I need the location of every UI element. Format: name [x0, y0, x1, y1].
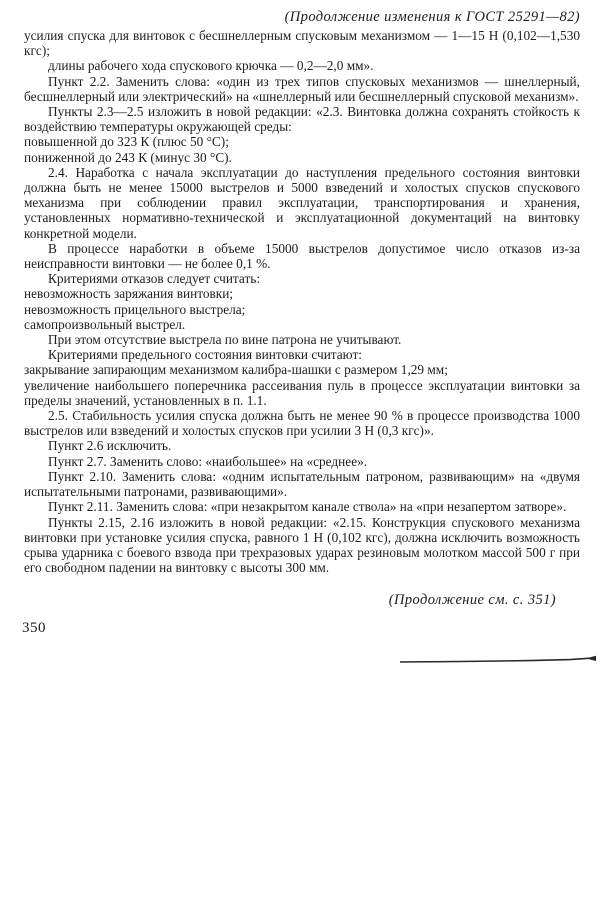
paragraph: усилия спуска для винтовок с бесшнеллерным спусковым механизмом — 1—15 Н (0,102—1,530 кгс);	[24, 28, 580, 59]
paragraph: невозможность прицельного выстрела;	[24, 301, 246, 317]
page-number: 350	[22, 620, 46, 636]
continuation-header: (Продолжение изменения к ГОСТ 25291—82)	[284, 9, 580, 25]
paragraph: Пункт 2.11. Заменить слова: «при незакрытом канале ствола» на «при незапертом затворе».	[48, 499, 567, 515]
paragraph: длины рабочего хода спускового крючка — 0,2—2,0 мм».	[48, 58, 374, 74]
paragraph: пониженной до 243 К (минус 30 °С).	[24, 149, 232, 165]
document-body	[24, 28, 580, 575]
paragraph: увеличение наибольшего поперечника рассеивания пуль в процессе эксплуатации винтовки за пределы значений, установленных в п. 1.1.	[24, 377, 580, 408]
paragraph: Пункт 2.2. Заменить слова: «один из трех типов спусковых механизмов — шнеллерный, бесшнеллерный или электрический» на «шнеллерный или бесшнеллерный спусковой механизм».	[24, 73, 580, 104]
paragraph: Пункт 2.7. Заменить слово: «наибольшее» на «среднее».	[48, 453, 368, 469]
paragraph: 2.4. Наработка с начала эксплуатации до наступления предельного состояния винтовки должна быть не менее 15000 выстрелов и 5000 взведений и холостых спусков спускового механизма при соблюдении правил эксплуатации, транспортирования и хранения, установленных нормативно-технической и эксплуатационной документаций на винтовку конкретной модели.	[24, 164, 580, 241]
paragraph: самопроизвольный выстрел.	[24, 316, 186, 332]
paragraph: невозможность заряжания винтовки;	[24, 286, 234, 302]
scan-rule-line	[400, 652, 596, 666]
paragraph: При этом отсутствие выстрела по вине патрона не учитывают.	[48, 332, 402, 348]
paragraph: Критериями предельного состояния винтовки считают:	[48, 347, 362, 363]
continuation-footer: (Продолжение см. с. 351)	[388, 592, 556, 608]
paragraph: Пункт 2.6 исключить.	[48, 438, 172, 454]
paragraph: повышенной до 323 К (плюс 50 °С);	[24, 134, 229, 150]
paragraph: Пункт 2.10. Заменить слова: «одним испытательным патроном, развивающим» на «двумя испытательными патронами, развивающими».	[24, 468, 580, 500]
paragraph: В процессе наработки в объеме 15000 выстрелов допустимое число отказов из-за неисправности винтовки — не более 0,1 %.	[24, 240, 580, 272]
paragraph: Пункты 2.15, 2.16 изложить в новой редакции: «2.15. Конструкция спускового механизма винтовки при установке усилия спуска, равного 1 Н (0,102 кгс), должна исключить возможность срыва ударника с боевого взвода при трехразовых ударах резиновым молотком массой 500 г при его свободном падении на винтовку с высоты 300 мм.	[24, 514, 580, 576]
paragraph: Пункты 2.3—2.5 изложить в новой редакции: «2.3. Винтовка должна сохранять стойкость к воздействию температуры окружающей среды:	[24, 104, 580, 135]
paragraph: Критериями отказов следует считать:	[48, 271, 261, 287]
paragraph: закрывание запирающим механизмом калибра-шашки с размером 1,29 мм;	[24, 362, 448, 378]
paragraph: 2.5. Стабильность усилия спуска должна быть не менее 90 % в процессе производства 1000 выстрелов или взведений и холостых спусков при усилии 3 Н (0,3 кгс)».	[24, 408, 580, 439]
